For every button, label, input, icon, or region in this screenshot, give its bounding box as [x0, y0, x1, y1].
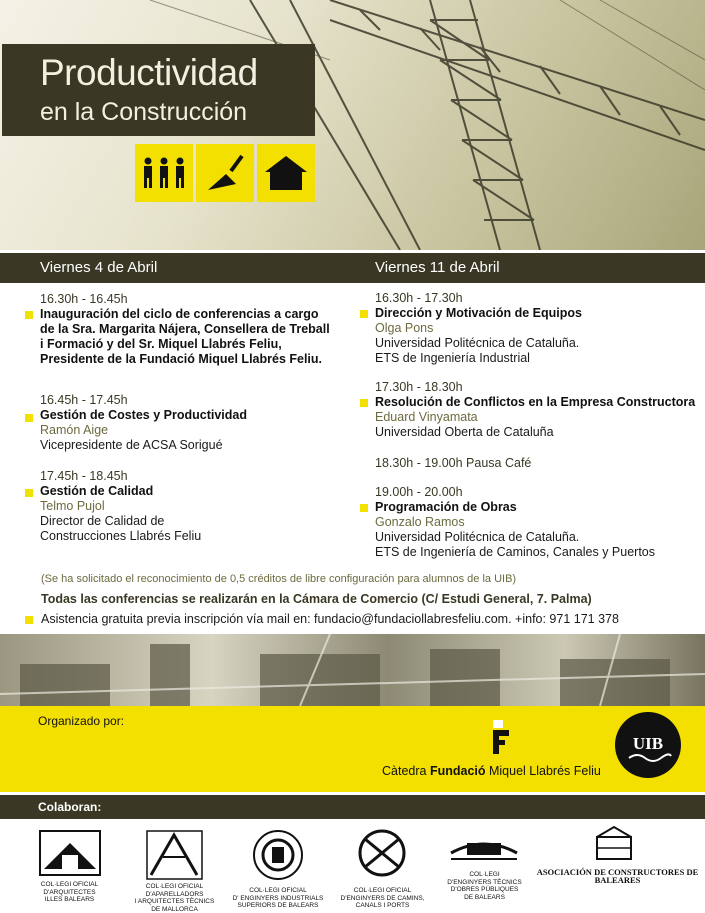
- logo-aparejadores: [127, 825, 222, 913]
- event-time: 16.45h - 17.45h: [40, 393, 128, 407]
- event-inauguracion: [40, 292, 330, 367]
- event-title: de la Sra. Margarita Nájera, Consellera de Treball: [40, 322, 330, 336]
- event-title: i Formació y del Sr. Miquel Llabrés Feliu,: [40, 337, 282, 351]
- event-time: 16.30h - 17.30h: [375, 291, 463, 305]
- event-title: Resolución de Conflictos en la Empresa Constructora: [375, 395, 696, 409]
- event-speaker: Ramón Aige: [40, 423, 109, 437]
- event-gestion-costes: [40, 393, 247, 453]
- caminos-emblem-icon: [335, 825, 430, 883]
- organizer-label: Organizado por:: [38, 714, 125, 728]
- event-time: 17.30h - 18.30h: [375, 380, 463, 394]
- logo-caption: COL·LEGI OFICIAL D'ENGINYERS DE CAMINS, CANALS I PORTS: [340, 887, 425, 909]
- aparejadores-emblem-icon: [127, 825, 222, 880]
- trowel-icon: [196, 144, 254, 202]
- event-resolucion-conflictos: [375, 380, 695, 440]
- event-info: Universidad Politécnica de Cataluña.: [375, 530, 580, 544]
- colaboran-label: Colaboran:: [38, 800, 102, 814]
- event-time: 17.45h - 18.45h: [40, 469, 128, 483]
- fundacio-logo-icon: [490, 720, 510, 754]
- event-info: ETS de Ingeniería de Caminos, Canales y Puertos: [375, 545, 656, 559]
- logo-coaib: [22, 825, 117, 910]
- logo-caption: COL·LEGI OFICIAL D'APARELLADORS I ARQUITECTES TÈCNICS DE MALLORCA: [134, 883, 215, 913]
- workers-icon: [135, 144, 193, 202]
- event-title: Gestión de Costes y Productividad: [40, 408, 247, 422]
- event-pausa-cafe: [375, 456, 531, 471]
- day-right: Viernes 11 de Abril: [375, 259, 500, 276]
- bullet-icon: [360, 504, 368, 512]
- event-programacion-obras: [375, 485, 655, 560]
- icon-row: [135, 144, 315, 204]
- uib-wave-icon: [615, 712, 681, 778]
- day-left: Viernes 4 de Abril: [40, 259, 158, 276]
- event-time: 18.30h - 19.00h Pausa Café: [375, 456, 532, 470]
- logo-caption: ASOCIACIÓN DE CONSTRUCTORES DE BALEARES: [536, 867, 699, 885]
- event-direccion-equipos: [375, 291, 582, 366]
- logo-caption: COL·LEGI OFICIAL D'ARQUITECTES ILLES BALEARS: [40, 881, 99, 903]
- venue-note: Todas las conferencias se realizarán en la Cámara de Comercio (C/ Estudi General, 7. Palma): [41, 592, 592, 606]
- bullet-icon: [25, 311, 33, 319]
- bullet-icon: [360, 310, 368, 318]
- event-title: Programación de Obras: [375, 500, 517, 514]
- event-speaker: Olga Pons: [375, 321, 434, 335]
- bullet-icon: [360, 399, 368, 407]
- event-info: Universidad Oberta de Cataluña: [375, 425, 554, 439]
- event-speaker: Eduard Vinyamata: [375, 410, 478, 424]
- title-box: [2, 44, 315, 136]
- logo-caption: COL·LEGI OFICIAL D' ENGINYERS INDUSTRIALS SUPERIORS DE BALEARS: [232, 887, 324, 909]
- logo-industriales: [228, 825, 328, 910]
- event-info: Vicepresidente de ACSA Sorigué: [40, 438, 223, 452]
- event-info: ETS de Ingeniería Industrial: [375, 351, 530, 365]
- event-speaker: Gonzalo Ramos: [375, 515, 465, 529]
- event-speaker: Telmo Pujol: [40, 499, 105, 513]
- bullet-icon: [25, 616, 33, 624]
- event-info: Director de Calidad de: [40, 514, 165, 528]
- event-time: 19.00h - 20.00h: [375, 485, 463, 499]
- logo-constructores: [535, 825, 700, 910]
- event-time: 16.30h - 16.45h: [40, 292, 128, 306]
- obras-publicas-emblem-icon: [437, 825, 532, 870]
- event-gestion-calidad: [40, 469, 201, 544]
- bullet-icon: [25, 414, 33, 422]
- bullet-icon: [25, 489, 33, 497]
- logo-caption: COL·LEGI D'ENGINYERS TÈCNICS D'OBRES PÚBLIQUES DE BALEARS: [447, 871, 522, 901]
- coaib-emblem-icon: [22, 825, 117, 880]
- catedra-name: Càtedra Fundació Miquel Llabrés Feliu: [382, 764, 601, 778]
- logo-obras-publicas: [437, 825, 532, 910]
- constructores-building-icon: [535, 825, 700, 865]
- credits-note: (Se ha solicitado el reconocimiento de 0,5 créditos de libre configuración para alumnos de la UIB): [41, 573, 517, 585]
- event-title: Dirección y Motivación de Equipos: [375, 306, 582, 320]
- colaboran-bar: [0, 795, 705, 819]
- organizer-section: [0, 706, 705, 792]
- event-info: Universidad Politécnica de Cataluña.: [375, 336, 580, 350]
- event-title: Presidente de la Fundació Miquel Llabrés Feliu.: [40, 352, 323, 366]
- uib-logo-text: UIB: [632, 734, 664, 753]
- event-title: Inauguración del ciclo de conferencias a cargo: [40, 307, 319, 321]
- industriales-crest-icon: [228, 825, 328, 883]
- logo-caminos: [335, 825, 430, 910]
- uib-logo: [615, 712, 681, 778]
- event-title: Gestión de Calidad: [40, 484, 154, 498]
- event-info: Construcciones Llabrés Feliu: [40, 529, 202, 543]
- construction-photo-strip: [0, 634, 705, 706]
- house-icon: [257, 144, 315, 202]
- registration-note[interactable]: Asistencia gratuita previa inscripción vía mail en: fundacio@fundaciollabresfeliu.com. +info: 971 171 378: [41, 612, 619, 626]
- day-header-bar: [0, 253, 705, 283]
- page-title: Productividad: [40, 52, 258, 93]
- page-subtitle: en la Construcción: [40, 98, 248, 126]
